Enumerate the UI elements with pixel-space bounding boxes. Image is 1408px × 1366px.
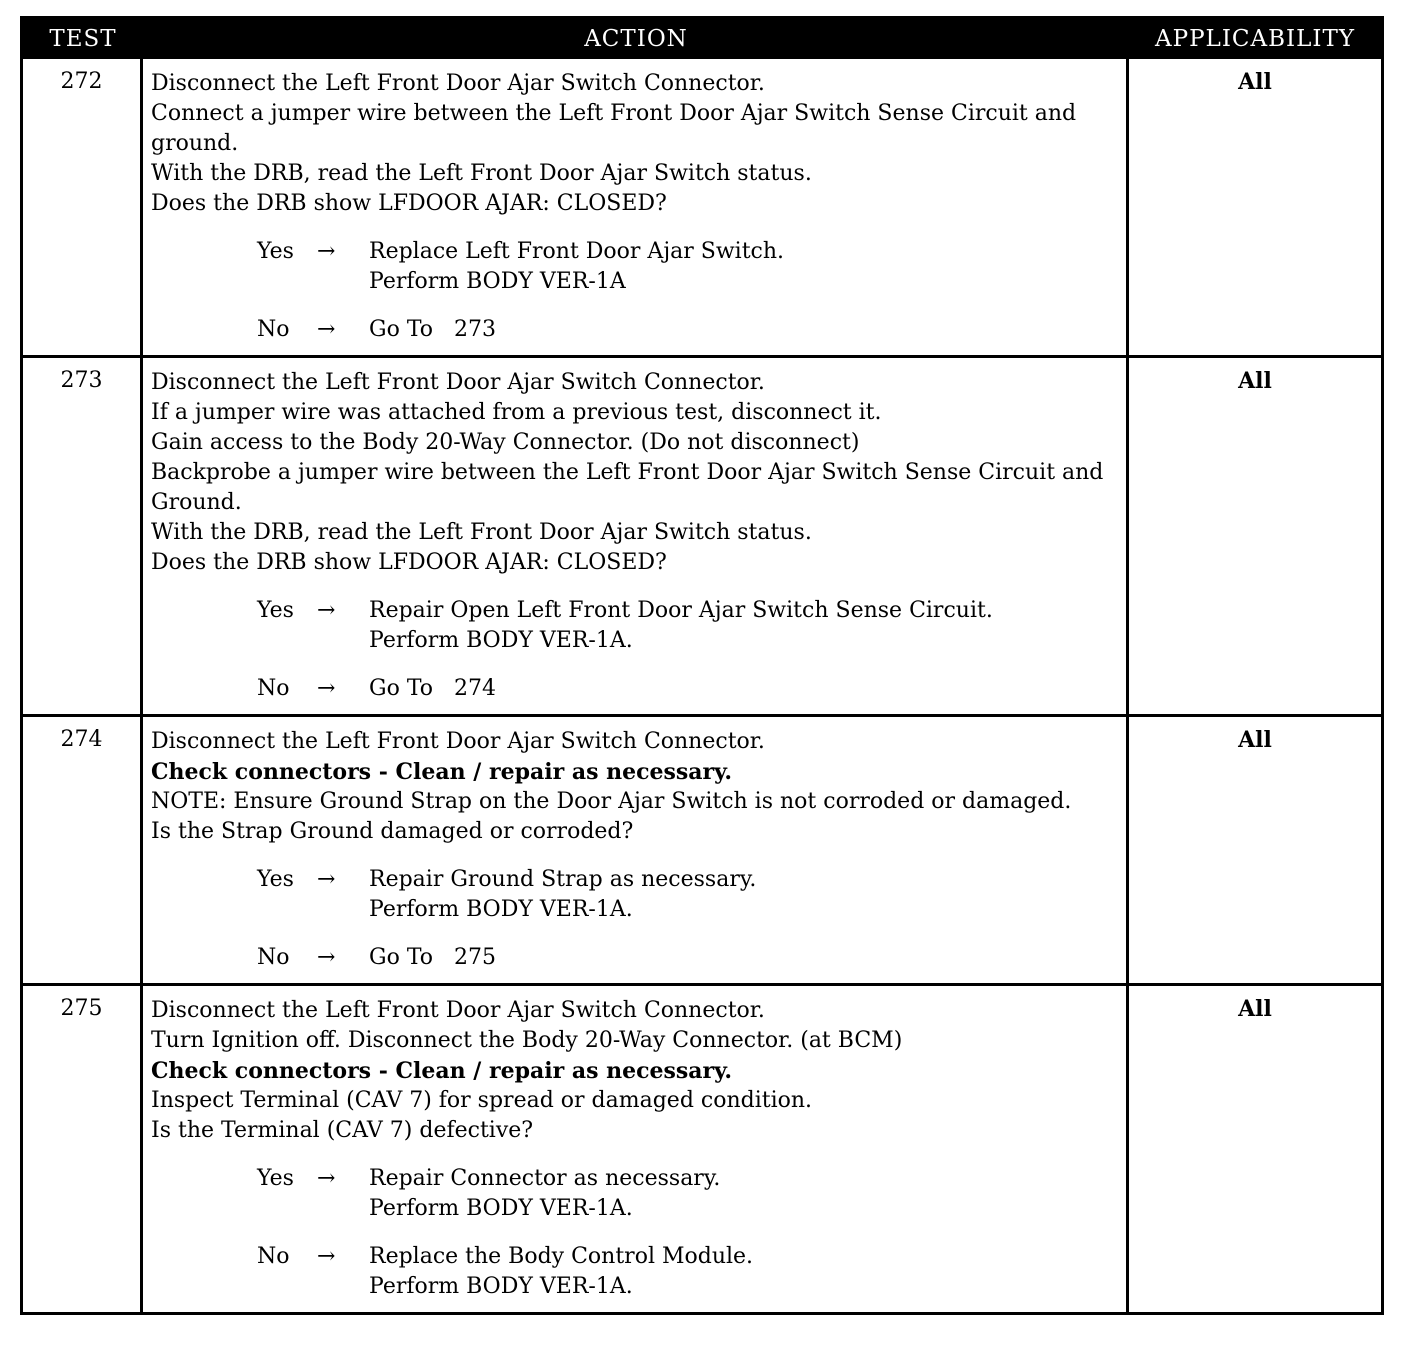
table-row [23,355,1381,714]
action-line: Does the DRB show LFDOOR AJAR: CLOSED? [151,191,667,216]
action-cell [143,358,1129,714]
branch-label: Yes [257,239,294,264]
branch-label: No [257,676,290,701]
table-row [23,714,1381,983]
branch-label: No [257,945,290,970]
result-branches [151,237,1126,345]
result-branch-yes [257,1164,1126,1224]
branch-label: No [257,317,290,342]
header-applicability: APPLICABILITY [1155,26,1355,52]
action-line: Check connectors - Clean / repair as necessary. [151,759,733,785]
arrow-right-icon: → [317,1244,336,1269]
branch-label: No [257,1244,290,1269]
arrow-right-icon: → [317,317,336,342]
result-branch-yes [257,865,1126,925]
arrow-right-icon: → [317,1166,336,1191]
action-line: Disconnect the Left Front Door Ajar Switch Connector. [151,71,765,96]
branch-instruction-line: Go To 275 [369,945,496,970]
action-cell [143,59,1129,355]
branch-instruction-line: Repair Ground Strap as necessary. [369,867,757,892]
action-line: Is the Terminal (CAV 7) defective? [151,1118,534,1143]
arrow-right-icon: → [317,239,336,264]
branch-instruction-line: Repair Open Left Front Door Ajar Switch Sense Circuit. [369,598,993,623]
diagnostic-test-table [20,16,1384,1315]
action-line: Inspect Terminal (CAV 7) for spread or damaged condition. [151,1088,813,1113]
action-line: NOTE: Ensure Ground Strap on the Door Ajar Switch is not corroded or damaged. [151,789,1072,814]
table-row [23,59,1381,355]
branch-instructions [369,674,1126,704]
action-line: Disconnect the Left Front Door Ajar Switch Connector. [151,729,765,754]
result-branch-no [257,943,1126,973]
branch-label: Yes [257,867,294,892]
result-branches [151,865,1126,973]
branch-instruction-line: Perform BODY VER-1A [369,269,626,294]
test-number: 274 [23,717,143,983]
applicability-value: All [1238,368,1272,394]
result-branch-no [257,315,1126,345]
action-line: Disconnect the Left Front Door Ajar Switch Connector. [151,370,765,395]
test-number: 272 [23,59,143,355]
action-line: Connect a jumper wire between the Left Front Door Ajar Switch Sense Circuit and [151,101,1077,126]
action-line: Does the DRB show LFDOOR AJAR: CLOSED? [151,550,667,575]
result-branch-no [257,674,1126,704]
action-line: With the DRB, read the Left Front Door Ajar Switch status. [151,161,812,186]
arrow-right-icon: → [317,676,336,701]
action-line: Disconnect the Left Front Door Ajar Switch Connector. [151,998,765,1023]
table-row [23,983,1381,1312]
action-line: ground. [151,131,239,156]
branch-instruction-line: Replace the Body Control Module. [369,1244,754,1269]
result-branch-yes [257,596,1126,656]
result-branch-no [257,1242,1126,1302]
branch-instruction-line: Perform BODY VER-1A. [369,1196,633,1221]
branch-instructions [369,237,1126,297]
branch-instruction-line: Perform BODY VER-1A. [369,1274,633,1299]
action-line: Ground. [151,490,242,515]
test-number: 273 [23,358,143,714]
result-branch-yes [257,237,1126,297]
table-body [23,59,1381,1312]
test-number: 275 [23,986,143,1312]
table-header [23,19,1381,59]
header-action: ACTION [584,26,688,52]
applicability-value: All [1238,996,1272,1022]
branch-instructions [369,315,1126,345]
applicability-value: All [1238,727,1272,753]
action-cell [143,986,1129,1312]
applicability-value: All [1238,69,1272,95]
branch-instructions [369,1164,1126,1224]
branch-instructions [369,1242,1126,1302]
branch-instruction-line: Go To 274 [369,676,496,701]
action-line: With the DRB, read the Left Front Door Ajar Switch status. [151,520,812,545]
action-line: If a jumper wire was attached from a previous test, disconnect it. [151,400,882,425]
branch-label: Yes [257,598,294,623]
branch-instructions [369,865,1126,925]
action-line: Gain access to the Body 20-Way Connector. (Do not disconnect) [151,430,860,455]
action-line: Is the Strap Ground damaged or corroded? [151,819,634,844]
result-branches [151,1164,1126,1302]
action-line: Turn Ignition off. Disconnect the Body 20-Way Connector. (at BCM) [151,1028,903,1053]
action-cell [143,717,1129,983]
arrow-right-icon: → [317,945,336,970]
branch-label: Yes [257,1166,294,1191]
arrow-right-icon: → [317,867,336,892]
arrow-right-icon: → [317,598,336,623]
action-line: Backprobe a jumper wire between the Left Front Door Ajar Switch Sense Circuit and [151,460,1104,485]
branch-instructions [369,596,1126,656]
branch-instruction-line: Repair Connector as necessary. [369,1166,721,1191]
result-branches [151,596,1126,704]
action-line: Check connectors - Clean / repair as necessary. [151,1058,733,1084]
branch-instruction-line: Replace Left Front Door Ajar Switch. [369,239,785,264]
branch-instruction-line: Go To 273 [369,317,496,342]
branch-instruction-line: Perform BODY VER-1A. [369,897,633,922]
branch-instruction-line: Perform BODY VER-1A. [369,628,633,653]
branch-instructions [369,943,1126,973]
header-test: TEST [49,26,117,52]
